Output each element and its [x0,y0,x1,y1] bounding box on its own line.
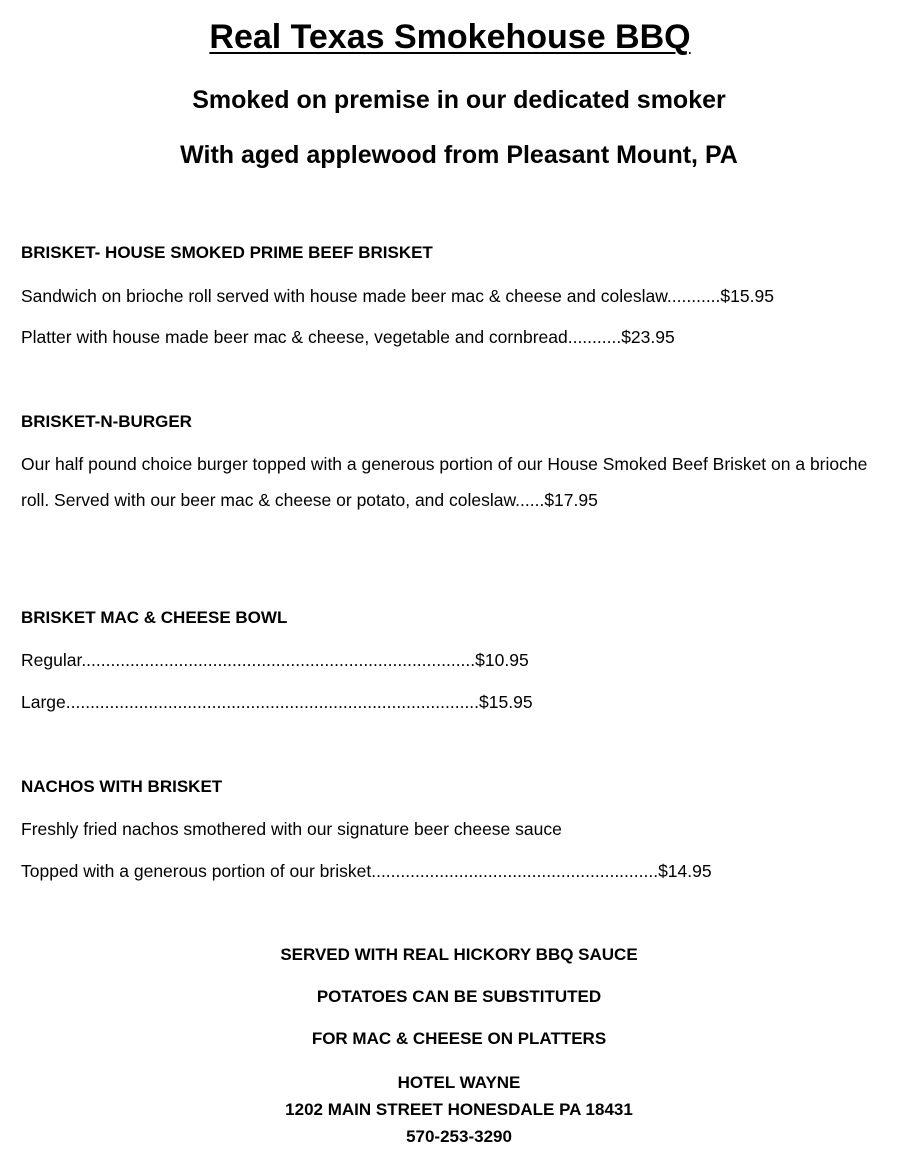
subtitle-applewood: With aged applewood from Pleasant Mount, PA [180,141,738,169]
menu-item-brisket-platter: Platter with house made beer mac & cheese, vegetable and cornbread...........$23.95 [21,327,675,347]
menu-item-brisket-burger-description: Our half pound choice burger topped with a generous portion of our House Smoked Beef Brisket on a brioche roll. Served with our beer mac & cheese or potato, and coleslaw......$17.95 [21,454,868,510]
note-potatoes-substitute: POTATOES CAN BE SUBSTITUTED [316,987,602,1006]
section-heading-mac-bowl: BRISKET MAC & CHEESE BOWL [21,608,288,627]
menu-item-mac-bowl-large: Large.....................................................................................$15.95 [21,692,533,712]
menu-item-nachos-price: Topped with a generous portion of our brisket...........................................................$14.95 [21,861,712,881]
menu-item-nachos-description: Freshly fried nachos smothered with our signature beer cheese sauce [21,819,562,839]
page-title: Real Texas Smokehouse BBQ [209,18,691,56]
menu-item-mac-bowl-regular: Regular.................................................................................$10.95 [21,650,529,670]
subtitle-smoked-on-premise: Smoked on premise in our dedicated smoker [192,86,726,114]
menu-item-brisket-sandwich: Sandwich on brioche roll served with house made beer mac & cheese and coleslaw...........$15.95 [21,286,774,306]
section-heading-nachos: NACHOS WITH BRISKET [21,777,223,796]
venue-address: 1202 MAIN STREET HONESDALE PA 18431 [285,1100,633,1119]
note-mac-cheese-platters: FOR MAC & CHEESE ON PLATTERS [311,1029,607,1048]
venue-phone: 570-253-3290 [406,1127,512,1146]
note-bbq-sauce: SERVED WITH REAL HICKORY BBQ SAUCE [280,945,638,964]
venue-name: HOTEL WAYNE [397,1073,521,1092]
footer-contact [0,1069,900,1150]
section-heading-brisket: BRISKET- HOUSE SMOKED PRIME BEEF BRISKET [21,243,433,262]
section-heading-brisket-burger: BRISKET-N-BURGER [21,412,192,431]
